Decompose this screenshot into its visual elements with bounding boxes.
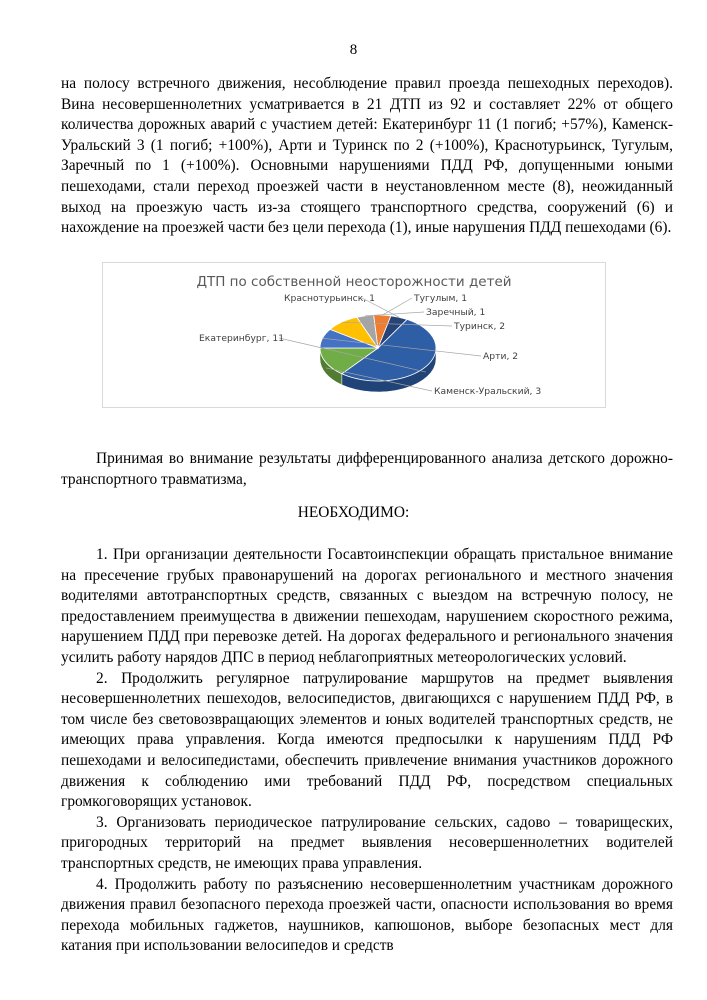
item-paragraph: 4. Продолжить работу по разъяснению несовершеннолетним участникам дорожного движения правил безопасного перехода проезжей части, опасности использования во время перехода мобильных гаджетов, наушников, капюшонов, выборе безопасных мест для катания при использовании велосипедов и средств xyxy=(61,875,673,955)
items-block xyxy=(61,545,673,957)
slice-label: Тугулым, 1 xyxy=(414,293,468,304)
pie-chart-frame xyxy=(102,262,606,408)
item-paragraph: 2. Продолжить регулярное патрулирование маршрутов на предмет выявления несовершеннолетних пешеходов, велосипедистов, двигающихся с нарушением ПДД РФ, в том числе без световозвращающих элементов и юных водителей транспортных средств, не имеющих права управления. Когда имеются предпосылки к нарушениям ПДД РФ пешеходами и велосипедистами, обеспечить привлечение внимания участников дорожного движения к соблюдению ими требований ПДД РФ, посредством специальных громкоговорящих установок. xyxy=(61,669,673,811)
top-paragraph-block xyxy=(61,74,673,239)
slice-label: Екатеринбург, 11 xyxy=(199,333,285,344)
slice-label: Заречный, 1 xyxy=(426,307,486,318)
middle-paragraph-block xyxy=(61,449,673,490)
leader-line xyxy=(382,298,412,315)
middle-paragraph: Принимая во внимание результаты дифференцированного анализа детского дорожно-транспортного травматизма, xyxy=(61,450,673,488)
item-paragraph: 1. При организации деятельности Госавтоинспекции обращать пристальное внимание на пресечение грубых правонарушений на дорогах регионального и местного значения водителями автотранспортных средств, связанных с выездом на встречную полосу, не предоставлением преимущества в движении пешеходам, нарушением скоростного режима, нарушением ПДД при перевозке детей. На дорогах федерального и регионального значения усилить работу нарядов ДПС в период неблагоприятных метеорологических условий. xyxy=(61,546,673,666)
section-heading: НЕОБХОДИМО: xyxy=(297,504,410,521)
top-paragraph: на полосу встречного движения, несоблюдение правил проезда пешеходных переходов). Вина несовершеннолетних усматривается в 21 ДТП из 92 и составляет 22% от общего количества дорожных аварий с участием детей: Екатеринбург 11 (1 погиб; +57%), Каменск-Уральский 3 (1 погиб; +100%), Арти и Туринск по 2 (+100%), Краснотурьинск, Тугулым, Заречный по 1 (+100%). Основными нарушениями ПДД РФ, допущенными юными пешеходами, стали переход проезжей части в неустановленном месте (8), неожиданный выход на проезжую часть из-за стоящего транспортного средства, сооружений (6) и нахождение на проезжей части без цели перехода (1), иные нарушения ПДД пешеходами (6). xyxy=(61,75,673,237)
slice-label: Арти, 2 xyxy=(483,351,519,362)
page-number: 8 xyxy=(349,42,358,58)
slice-label: Туринск, 2 xyxy=(454,321,506,332)
pie-chart xyxy=(103,263,605,407)
slice-label: Каменск-Уральский, 3 xyxy=(434,386,542,397)
chart-title: ДТП по собственной неосторожности детей xyxy=(196,274,512,290)
item-paragraph: 3. Организовать периодическое патрулирование сельских, садово – товарищеских, пригородных территорий на предмет выявления несовершеннолетних водителей транспортных средств, не имеющих права управления. xyxy=(61,813,673,872)
slice-label: Краснотурьинск, 1 xyxy=(284,293,375,304)
